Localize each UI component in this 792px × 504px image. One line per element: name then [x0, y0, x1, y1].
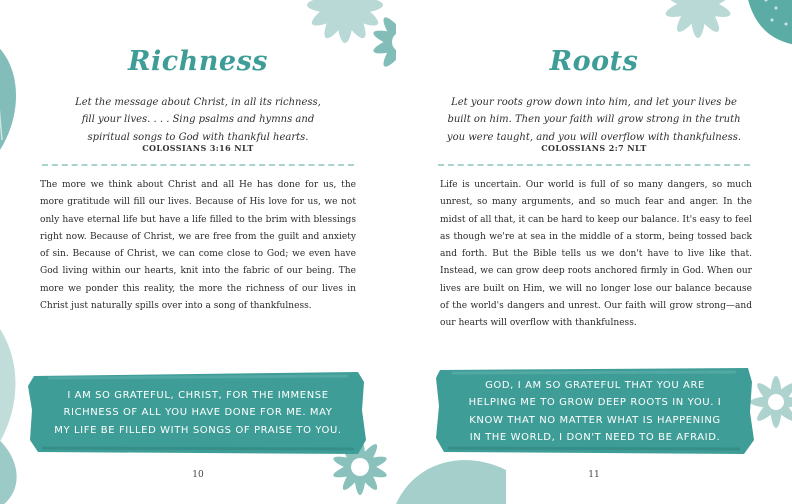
dashed-divider — [42, 164, 354, 166]
devotional-body: Life is uncertain. Our world is full of so many dangers, so much unrest, so many arguments, and so much fear and anger. In the midst of all that, it can be hard to keep our balance. It's easy to feel as though we're at sea in the middle of a storm, being tossed back and forth. But the Bible tells us we don't have to live like that. Instead, we can grow deep roots anchored firmly in God. When our lives are built on Him, we will no longer lose our balance because of the world's dangers and unrest. Our faith will grow strong—and our hearts will overflow with thankfulness. — [440, 180, 752, 329]
prayer-text — [40, 387, 356, 439]
verse-line: spiritual songs to God with thankful hearts. — [87, 131, 309, 143]
prayer-line: I AM SO GRATEFUL, CHRIST, FOR THE IMMENSE — [67, 390, 329, 401]
page-title: Richness — [128, 46, 268, 77]
verse-line: fill your lives. . . . Sing psalms and hymns and — [81, 114, 315, 126]
right-page — [396, 0, 792, 504]
verse-line: Let your roots grow down into him, and let your lives be — [451, 97, 737, 108]
scripture-reference: COLOSSIANS 2:7 NLT — [541, 143, 647, 153]
scripture-reference: COLOSSIANS 3:16 NLT — [142, 143, 254, 153]
prayer-line: KNOW THAT NO MATTER WHAT IS HAPPENING — [469, 414, 721, 426]
devotional-body: The more we think about Christ and all He has done for us, the more gratitude will fill our lives. Because of His love for us, we not only have eternal life but have a life filled to the brim with blessings right now. Because of Christ, we are free from the guilt and anxiety of sin. Because of Christ, we can come close to God; we even have God living within our hearts, knit into the fabric of our being. The more we ponder this reality, the more the richness of our lives in Christ just naturally spills over into a song of thankfulness. — [40, 180, 356, 312]
dashed-divider — [438, 164, 750, 166]
prayer-line: HELPING ME TO GROW DEEP ROOTS IN YOU. I — [468, 397, 722, 409]
prayer-line: GOD, I AM SO GRATEFUL THAT YOU ARE — [485, 380, 705, 391]
page-title: Roots — [549, 46, 639, 77]
verse-line: built on him. Then your faith will grow strong in the truth — [447, 114, 741, 126]
prayer-text — [440, 377, 750, 446]
scripture-verse — [0, 94, 396, 146]
page-number: 10 — [192, 470, 204, 480]
verse-line: you were taught, and you will overflow with thankfulness. — [446, 131, 742, 143]
page-number: 11 — [588, 470, 600, 480]
prayer-line: MY LIFE BE FILLED WITH SONGS OF PRAISE TO YOU. — [54, 424, 342, 436]
leaf-decoration-right-top — [736, 0, 792, 50]
flower-decoration-top-right — [658, 0, 738, 44]
prayer-line: IN THE WORLD, I DON'T NEED TO BE AFRAID. — [469, 431, 721, 443]
prayer-line: RICHNESS OF ALL YOU HAVE DONE FOR ME. MAY — [63, 407, 333, 419]
scripture-verse — [396, 94, 792, 146]
verse-line: Let the message about Christ, in all its richness, — [75, 97, 321, 108]
